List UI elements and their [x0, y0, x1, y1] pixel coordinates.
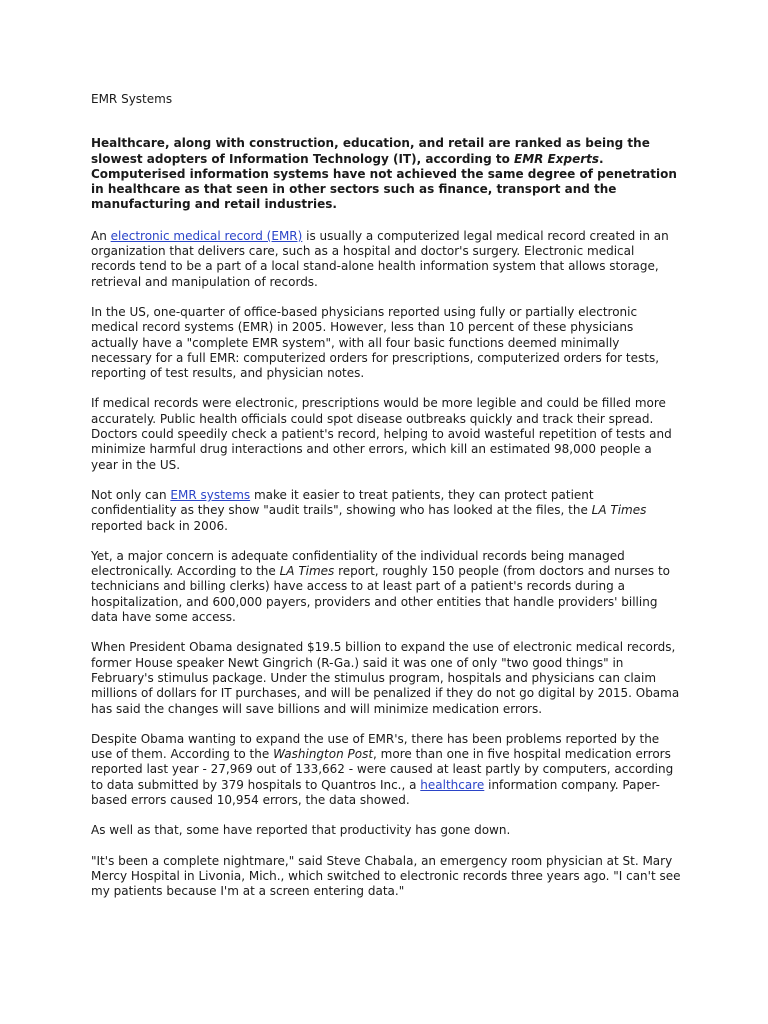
p4-after: reported back in 2006. — [91, 518, 228, 533]
p4-before: Not only can — [91, 487, 171, 502]
document-page — [91, 92, 681, 914]
lead-paragraph — [91, 136, 681, 212]
paragraph-productivity: As well as that, some have reported that productivity has gone down. — [91, 823, 511, 838]
p7-after: information company. Paper-based errors caused 10,954 errors, the data showed. — [91, 777, 660, 807]
paragraph-problems — [91, 732, 681, 808]
healthcare-link[interactable]: healthcare — [420, 777, 485, 792]
paragraph-us-adoption: In the US, one-quarter of office-based physicians reported using fully or partially electronic medical record systems (EMR) in 2005. However, less than 10 percent of these physicians actually have a "complete EMR system", with all four basic functions deemed minimally necessary for a full EMR: computerized orders for prescriptions, computerized orders for tests, reporting of test results, and physician notes. — [91, 304, 660, 381]
paragraph-quote: "It's been a complete nightmare," said Steve Chabala, an emergency room physician at St. Mary Mercy Hospital in Livonia, Mich., which switched to electronic records three years ago. "I can't see my patients because I'm at a screen entering data." — [91, 853, 681, 899]
lead-text-before: Healthcare, along with construction, education, and retail are ranked as being the slowest adopters of Information Technology (IT), according to — [91, 136, 650, 166]
paragraph-emr-definition — [91, 229, 681, 290]
emr-systems-link[interactable]: EMR systems — [170, 487, 251, 502]
emr-definition-link[interactable]: electronic medical record (EMR) — [110, 228, 303, 243]
p4-source: LA Times — [591, 503, 647, 518]
p7-before: Despite Obama wanting to expand the use of EMR's, there has been problems reported by the use of them. According to the — [91, 731, 660, 762]
lead-text-after: . Computerised information systems have not achieved the same degree of penetration in healthcare as that seen in other sectors such as finance, transport and the manufacturing and retail industries. — [91, 151, 677, 212]
p5-after: report, roughly 150 people (from doctors and nurses to technicians and billing clerks) have access to at least part of a patient's records during a hospitalization, and 600,000 payers, providers and other entities that handle providers' billing data have some access. — [91, 564, 671, 625]
lead-source: EMR Experts — [514, 151, 600, 166]
paragraph-benefits: If medical records were electronic, prescriptions would be more legible and could be filled more accurately. Public health officials could spot disease outbreaks quickly and track their spread. Doctors could speedily check a patient's record, helping to avoid wasteful repetition of tests and minimize harmful drug interactions and other errors, which kill an estimated 98,000 people a year in the US. — [91, 396, 672, 472]
p5-before: Yet, a major concern is adequate confidentiality of the individual records being managed electronically. According to the — [91, 548, 625, 579]
p1-before: An — [91, 228, 111, 243]
paragraph-confidentiality — [91, 549, 681, 625]
paragraph-stimulus: When President Obama designated $19.5 billion to expand the use of electronic medical records, former House speaker Newt Gingrich (R-Ga.) said it was one of only "two good things" in February's stimulus package. Under the stimulus program, hospitals and physicians can claim millions of dollars for IT purchases, and will be penalized if they do not go digital by 2015. Obama has said the changes will save billions and will minimize medication errors. — [91, 640, 680, 716]
p1-after: is usually a computerized legal medical record created in an organization that delivers care, such as a hospital and doctor's surgery. Electronic medical records tend to be a part of a local stand-alone health information system that allows storage, retrieval and manipulation of records. — [91, 228, 669, 289]
p7-source: Washington Post — [273, 747, 374, 762]
p5-source: LA Times — [279, 564, 335, 579]
page-title: EMR Systems — [91, 92, 173, 106]
p4-middle: make it easier to treat patients, they can protect patient confidentiality as they show "audit trails", showing who has looked at the files, the — [91, 487, 594, 518]
paragraph-audit-trails — [91, 488, 681, 534]
p7-middle: , more than one in five hospital medication errors reported last year - 27,969 out of 133,662 - were caused at least partly by computers, according to data submitted by 379 hospitals to Quantros Inc., a — [91, 747, 674, 792]
